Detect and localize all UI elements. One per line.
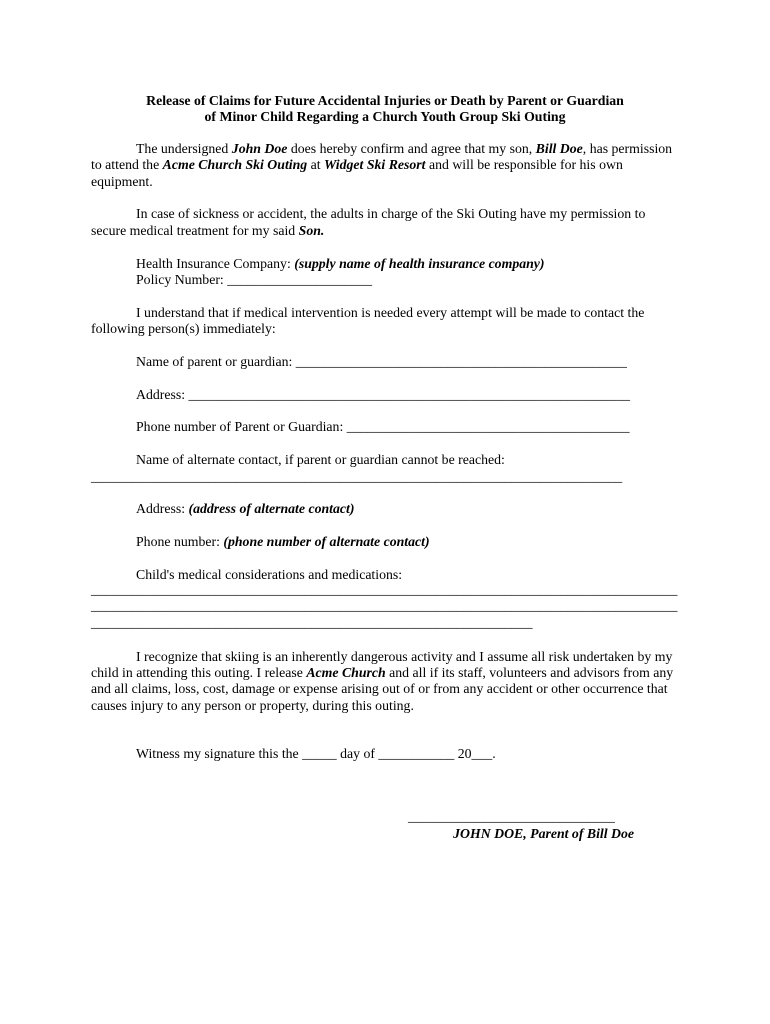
signer-name: JOHN DOE, Parent of Bill Doe (453, 826, 634, 841)
contact-intro-line-2: following person(s) immediately: (91, 321, 276, 336)
medical-permission-text: secure medical treatment for my said (91, 223, 299, 238)
witness-line: Witness my signature this the _____ day of ___________ 20___. (136, 746, 496, 761)
alternate-phone-label: Phone number: (136, 534, 224, 549)
intro-text: at (307, 157, 325, 172)
release-line-4: causes injury to any person or property, during this outing. (91, 698, 414, 713)
release-text: and all if its staff, volunteers and advisors from any (385, 665, 674, 680)
release-line-2 (91, 665, 673, 681)
alternate-phone-value: (phone number of alternate contact) (223, 534, 430, 549)
contact-intro-line-1: I understand that if medical intervention is needed every attempt will be made to contact the (136, 305, 645, 320)
signature-line: ______________________________ (408, 809, 615, 824)
intro-line-3: equipment. (91, 174, 153, 189)
alternate-contact-blank: _____________________________________________________________________________ (91, 469, 623, 484)
intro-text: to attend the (91, 157, 163, 172)
medical-blank-line: _____________________________________________________________________________________ (91, 582, 678, 597)
parent-phone-field: Phone number of Parent or Guardian: _________________________________________ (136, 419, 630, 434)
parent-name-field: Name of parent or guardian: ________________________________________________ (136, 354, 627, 369)
alternate-address-line (136, 501, 354, 517)
child-name: Bill Doe (535, 141, 583, 156)
church-name: Acme Church (306, 665, 386, 680)
document-title-line-1: Release of Claims for Future Accidental Injuries or Death by Parent or Guardian (146, 93, 624, 108)
intro-text: , has permission (582, 141, 673, 156)
alternate-contact-label: Name of alternate contact, if parent or guardian cannot be reached: (136, 452, 505, 467)
resort-name: Widget Ski Resort (324, 157, 426, 172)
child-relation: Son. (298, 223, 325, 238)
medical-permission-line-2 (91, 223, 324, 239)
parent-address-field: Address: ________________________________________________________________ (136, 387, 630, 402)
release-line-1: I recognize that skiing is an inherently dangerous activity and I assume all risk undertaken by my (136, 649, 673, 664)
event-name: Acme Church Ski Outing (162, 157, 308, 172)
medical-considerations-label: Child's medical considerations and medications: (136, 567, 403, 582)
alternate-address-label: Address: (136, 501, 189, 516)
policy-number-line: Policy Number: _____________________ (136, 272, 373, 287)
insurance-company-line (136, 256, 545, 272)
parent-name: John Doe (231, 141, 288, 156)
medical-permission-line-1: In case of sickness or accident, the adults in charge of the Ski Outing have my permission to (136, 206, 646, 221)
insurance-company-value: (supply name of health insurance company) (294, 256, 545, 271)
document-title-line-2: of Minor Child Regarding a Church Youth Group Ski Outing (204, 109, 566, 124)
insurance-company-label: Health Insurance Company: (136, 256, 295, 271)
alternate-address-value: (address of alternate contact) (188, 501, 355, 516)
release-text: child in attending this outing. I release (91, 665, 307, 680)
intro-text: The undersigned (136, 141, 232, 156)
intro-line-1 (136, 141, 672, 157)
medical-blank-line: _____________________________________________________________________________________ (91, 598, 678, 613)
intro-line-2 (91, 157, 623, 173)
alternate-phone-line (136, 534, 430, 550)
release-line-3: and all claims, loss, cost, damage or expense arising out of or from any accident or other occurrence that (91, 681, 668, 696)
medical-blank-line: ________________________________________________________________ (91, 615, 533, 630)
intro-text: and will be responsible for his own (425, 157, 623, 172)
intro-text: does hereby confirm and agree that my son, (287, 141, 536, 156)
